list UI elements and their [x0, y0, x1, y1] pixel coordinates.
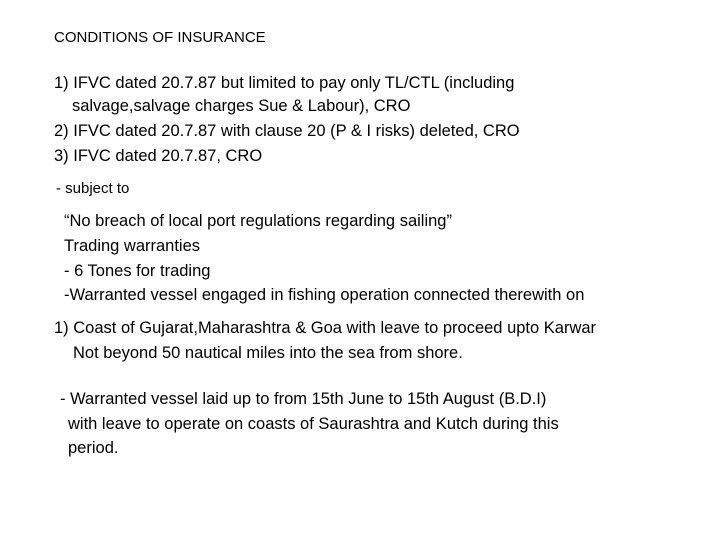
laid-up-line-1: - Warranted vessel laid up to from 15th June to 15th August (B.D.I)	[60, 390, 547, 408]
warranty-tonnage: - 6 Tones for trading	[64, 262, 211, 280]
warranty-port-regulations: “No breach of local port regulations regarding sailing”	[64, 212, 452, 230]
warranty-trading-heading: Trading warranties	[64, 237, 201, 255]
coast-limit-line-1: 1) Coast of Gujarat,Maharashtra & Goa with leave to proceed upto Karwar	[54, 319, 597, 337]
coast-limit-line-2: Not beyond 50 nautical miles into the sea from shore.	[73, 344, 463, 362]
condition-1-line-2: salvage,salvage charges Sue & Labour), CRO	[72, 97, 411, 115]
subject-to-label: - subject to	[56, 180, 130, 197]
condition-1-line-1: 1) IFVC dated 20.7.87 but limited to pay only TL/CTL (including	[54, 74, 515, 92]
condition-2: 2) IFVC dated 20.7.87 with clause 20 (P & I risks) deleted, CRO	[54, 122, 520, 140]
document-title: CONDITIONS OF INSURANCE	[54, 29, 266, 46]
laid-up-line-3: period.	[68, 439, 119, 457]
condition-3: 3) IFVC dated 20.7.87, CRO	[54, 147, 263, 165]
warranty-fishing-operation: -Warranted vessel engaged in fishing operation connected therewith on	[64, 286, 585, 304]
laid-up-line-2: with leave to operate on coasts of Saurashtra and Kutch during this	[68, 415, 559, 433]
